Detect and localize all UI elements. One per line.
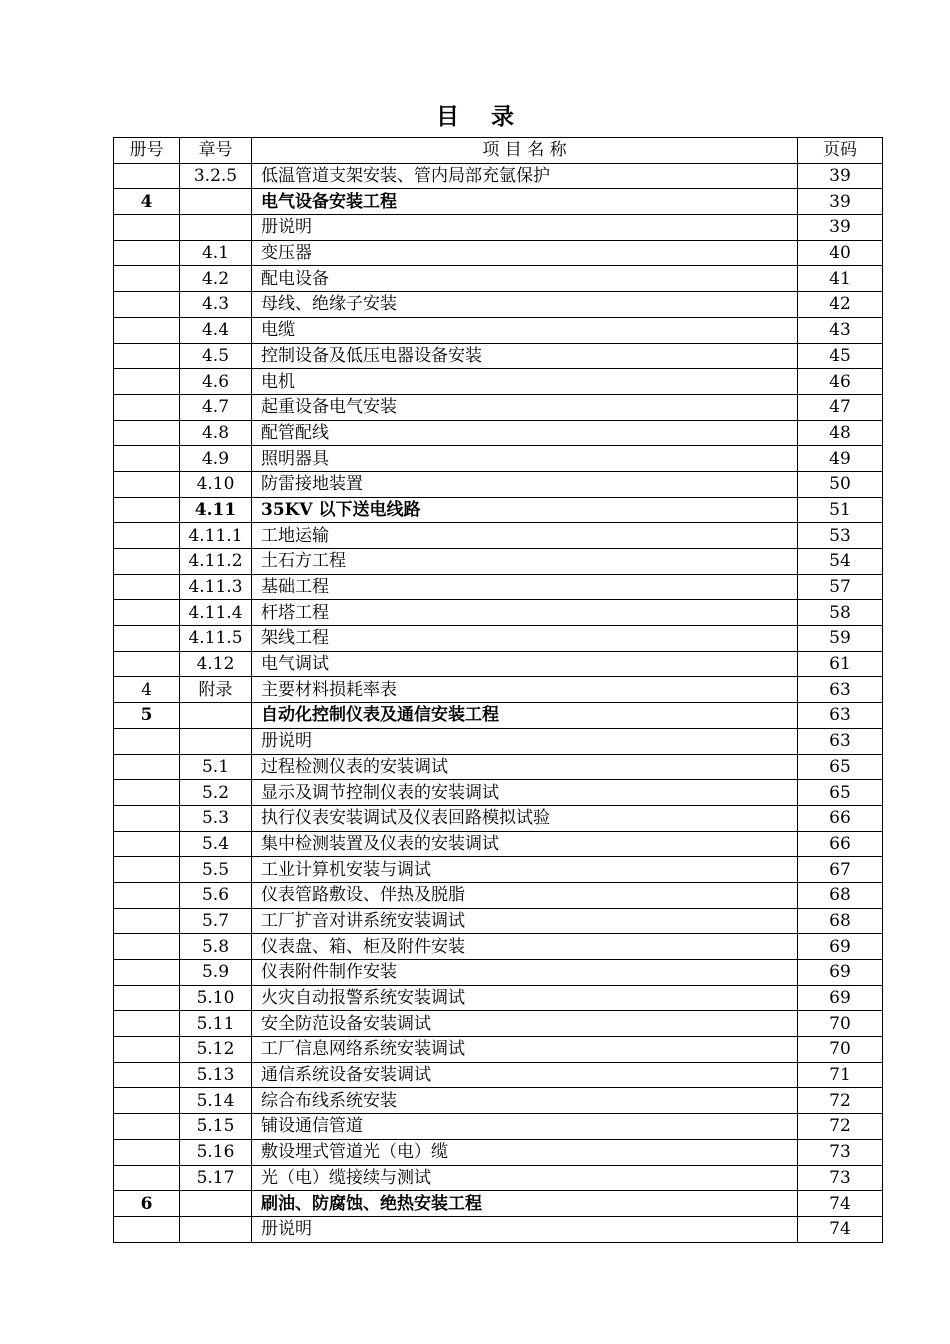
cell-page: 43	[798, 317, 883, 343]
cell-item-name: 综合布线系统安装	[252, 1088, 798, 1114]
table-row	[114, 317, 883, 343]
cell-item-name: 过程检测仪表的安装调试	[252, 754, 798, 780]
cell-page: 73	[798, 1139, 883, 1165]
table-row	[114, 728, 883, 754]
cell-volume	[114, 215, 180, 241]
cell-chapter: 4.2	[180, 266, 252, 292]
cell-volume: 5	[114, 703, 180, 729]
cell-page: 58	[798, 600, 883, 626]
cell-item-name: 控制设备及低压电器设备安装	[252, 343, 798, 369]
cell-volume	[114, 626, 180, 652]
page-title: 目 录	[435, 103, 515, 130]
cell-volume	[114, 651, 180, 677]
cell-chapter: 4.1	[180, 240, 252, 266]
cell-volume	[114, 266, 180, 292]
cell-page: 74	[798, 1216, 883, 1242]
cell-volume	[114, 1216, 180, 1242]
table-row	[114, 677, 883, 703]
cell-item-name: 仪表盘、箱、柜及附件安装	[252, 934, 798, 960]
cell-volume	[114, 163, 180, 189]
cell-volume	[114, 343, 180, 369]
cell-page: 39	[798, 163, 883, 189]
cell-page: 68	[798, 882, 883, 908]
table-row	[114, 703, 883, 729]
cell-volume	[114, 549, 180, 575]
cell-chapter: 附录	[180, 677, 252, 703]
cell-page: 65	[798, 754, 883, 780]
toc-table	[113, 137, 883, 1243]
cell-page: 51	[798, 497, 883, 523]
cell-page: 67	[798, 857, 883, 883]
cell-page: 40	[798, 240, 883, 266]
cell-item-name: 35KV 以下送电线路	[252, 497, 798, 523]
cell-volume	[114, 394, 180, 420]
table-row	[114, 626, 883, 652]
cell-volume	[114, 1165, 180, 1191]
cell-chapter: 4.8	[180, 420, 252, 446]
cell-volume	[114, 857, 180, 883]
cell-page: 54	[798, 549, 883, 575]
cell-volume	[114, 292, 180, 318]
cell-volume	[114, 1062, 180, 1088]
cell-volume	[114, 960, 180, 986]
cell-page: 66	[798, 805, 883, 831]
cell-chapter: 4.11.5	[180, 626, 252, 652]
cell-chapter: 5.17	[180, 1165, 252, 1191]
cell-chapter: 3.2.5	[180, 163, 252, 189]
cell-item-name: 刷油、防腐蚀、绝热安装工程	[252, 1191, 798, 1217]
cell-item-name: 低温管道支架安装、管内局部充氩保护	[252, 163, 798, 189]
cell-chapter: 5.4	[180, 831, 252, 857]
cell-item-name: 册说明	[252, 1216, 798, 1242]
cell-volume	[114, 780, 180, 806]
table-row	[114, 163, 883, 189]
table-row	[114, 240, 883, 266]
cell-page: 63	[798, 728, 883, 754]
cell-volume	[114, 369, 180, 395]
cell-item-name: 主要材料损耗率表	[252, 677, 798, 703]
cell-page: 68	[798, 908, 883, 934]
cell-volume	[114, 471, 180, 497]
cell-page: 53	[798, 523, 883, 549]
cell-item-name: 安全防范设备安装调试	[252, 1011, 798, 1037]
cell-chapter: 4.11.2	[180, 549, 252, 575]
cell-item-name: 工厂信息网络系统安装调试	[252, 1037, 798, 1063]
cell-page: 65	[798, 780, 883, 806]
cell-chapter: 5.3	[180, 805, 252, 831]
table-row	[114, 1139, 883, 1165]
cell-volume	[114, 1114, 180, 1140]
cell-chapter: 4.3	[180, 292, 252, 318]
table-row	[114, 1088, 883, 1114]
table-row	[114, 549, 883, 575]
cell-page: 69	[798, 985, 883, 1011]
cell-volume	[114, 728, 180, 754]
cell-page: 73	[798, 1165, 883, 1191]
table-row	[114, 523, 883, 549]
cell-chapter	[180, 1216, 252, 1242]
cell-volume	[114, 908, 180, 934]
cell-chapter: 5.7	[180, 908, 252, 934]
cell-chapter: 4.11	[180, 497, 252, 523]
cell-volume	[114, 240, 180, 266]
cell-item-name: 配管配线	[252, 420, 798, 446]
cell-item-name: 工厂扩音对讲系统安装调试	[252, 908, 798, 934]
toc-header-row	[114, 138, 883, 164]
cell-chapter: 5.9	[180, 960, 252, 986]
table-row	[114, 369, 883, 395]
cell-page: 71	[798, 1062, 883, 1088]
table-row	[114, 960, 883, 986]
cell-volume	[114, 420, 180, 446]
table-row	[114, 651, 883, 677]
cell-volume	[114, 574, 180, 600]
cell-item-name: 配电设备	[252, 266, 798, 292]
cell-item-name: 电机	[252, 369, 798, 395]
cell-page: 59	[798, 626, 883, 652]
cell-chapter: 4.10	[180, 471, 252, 497]
cell-chapter	[180, 189, 252, 215]
table-row	[114, 420, 883, 446]
table-row	[114, 1216, 883, 1242]
table-row	[114, 831, 883, 857]
cell-volume	[114, 317, 180, 343]
cell-item-name: 自动化控制仪表及通信安装工程	[252, 703, 798, 729]
cell-item-name: 架线工程	[252, 626, 798, 652]
table-row	[114, 1011, 883, 1037]
table-row	[114, 574, 883, 600]
cell-chapter: 4.11.3	[180, 574, 252, 600]
cell-page: 42	[798, 292, 883, 318]
table-row	[114, 780, 883, 806]
cell-volume	[114, 831, 180, 857]
table-row	[114, 908, 883, 934]
cell-chapter: 5.12	[180, 1037, 252, 1063]
cell-item-name: 铺设通信管道	[252, 1114, 798, 1140]
cell-item-name: 变压器	[252, 240, 798, 266]
cell-item-name: 敷设埋式管道光（电）缆	[252, 1139, 798, 1165]
cell-item-name: 防雷接地装置	[252, 471, 798, 497]
cell-page: 66	[798, 831, 883, 857]
cell-page: 72	[798, 1088, 883, 1114]
cell-page: 41	[798, 266, 883, 292]
cell-chapter: 5.8	[180, 934, 252, 960]
cell-chapter: 4.11.4	[180, 600, 252, 626]
cell-volume	[114, 1011, 180, 1037]
table-row	[114, 882, 883, 908]
table-row	[114, 985, 883, 1011]
cell-volume	[114, 934, 180, 960]
cell-chapter: 5.15	[180, 1114, 252, 1140]
cell-page: 74	[798, 1191, 883, 1217]
header-name: 项 目 名 称	[252, 138, 798, 164]
cell-item-name: 杆塔工程	[252, 600, 798, 626]
cell-chapter	[180, 728, 252, 754]
cell-volume	[114, 882, 180, 908]
table-row	[114, 215, 883, 241]
header-page: 页码	[798, 138, 883, 164]
cell-chapter: 4.7	[180, 394, 252, 420]
cell-page: 57	[798, 574, 883, 600]
cell-chapter: 5.13	[180, 1062, 252, 1088]
cell-item-name: 土石方工程	[252, 549, 798, 575]
cell-chapter: 4.9	[180, 446, 252, 472]
cell-item-name: 仪表管路敷设、伴热及脱脂	[252, 882, 798, 908]
cell-volume	[114, 1139, 180, 1165]
cell-item-name: 母线、绝缘子安装	[252, 292, 798, 318]
table-row	[114, 471, 883, 497]
table-row	[114, 446, 883, 472]
cell-volume	[114, 1037, 180, 1063]
cell-item-name: 电缆	[252, 317, 798, 343]
cell-page: 70	[798, 1037, 883, 1063]
cell-item-name: 册说明	[252, 728, 798, 754]
table-row	[114, 189, 883, 215]
table-row	[114, 343, 883, 369]
cell-item-name: 显示及调节控制仪表的安装调试	[252, 780, 798, 806]
cell-chapter: 5.11	[180, 1011, 252, 1037]
cell-item-name: 集中检测装置及仪表的安装调试	[252, 831, 798, 857]
cell-chapter: 5.5	[180, 857, 252, 883]
cell-volume	[114, 523, 180, 549]
table-row	[114, 1037, 883, 1063]
cell-volume	[114, 985, 180, 1011]
header-chapter: 章号	[180, 138, 252, 164]
cell-item-name: 起重设备电气安装	[252, 394, 798, 420]
cell-page: 72	[798, 1114, 883, 1140]
cell-item-name: 执行仪表安装调试及仪表回路模拟试验	[252, 805, 798, 831]
table-row	[114, 1062, 883, 1088]
cell-chapter	[180, 215, 252, 241]
cell-chapter: 5.6	[180, 882, 252, 908]
cell-chapter: 5.2	[180, 780, 252, 806]
cell-volume: 6	[114, 1191, 180, 1217]
cell-volume	[114, 805, 180, 831]
cell-chapter: 5.14	[180, 1088, 252, 1114]
cell-volume	[114, 754, 180, 780]
cell-page: 61	[798, 651, 883, 677]
table-row	[114, 934, 883, 960]
cell-volume: 4	[114, 677, 180, 703]
cell-item-name: 仪表附件制作安装	[252, 960, 798, 986]
cell-chapter: 4.12	[180, 651, 252, 677]
table-row	[114, 1114, 883, 1140]
cell-page: 50	[798, 471, 883, 497]
table-row	[114, 266, 883, 292]
cell-item-name: 册说明	[252, 215, 798, 241]
table-row	[114, 857, 883, 883]
cell-chapter: 4.6	[180, 369, 252, 395]
cell-item-name: 通信系统设备安装调试	[252, 1062, 798, 1088]
cell-page: 39	[798, 189, 883, 215]
cell-page: 69	[798, 934, 883, 960]
cell-item-name: 火灾自动报警系统安装调试	[252, 985, 798, 1011]
cell-item-name: 电气调试	[252, 651, 798, 677]
cell-page: 63	[798, 703, 883, 729]
cell-volume	[114, 446, 180, 472]
cell-item-name: 光（电）缆接续与测试	[252, 1165, 798, 1191]
cell-page: 39	[798, 215, 883, 241]
table-row	[114, 497, 883, 523]
cell-chapter: 5.1	[180, 754, 252, 780]
table-row	[114, 292, 883, 318]
cell-chapter: 4.5	[180, 343, 252, 369]
cell-volume	[114, 1088, 180, 1114]
cell-page: 45	[798, 343, 883, 369]
cell-item-name: 工业计算机安装与调试	[252, 857, 798, 883]
cell-volume	[114, 600, 180, 626]
table-row	[114, 394, 883, 420]
cell-item-name: 电气设备安装工程	[252, 189, 798, 215]
cell-page: 47	[798, 394, 883, 420]
cell-chapter	[180, 1191, 252, 1217]
toc-body	[114, 163, 883, 1242]
cell-volume: 4	[114, 189, 180, 215]
cell-volume	[114, 497, 180, 523]
cell-chapter: 4.11.1	[180, 523, 252, 549]
cell-page: 63	[798, 677, 883, 703]
cell-page: 49	[798, 446, 883, 472]
cell-chapter	[180, 703, 252, 729]
cell-chapter: 4.4	[180, 317, 252, 343]
table-row	[114, 805, 883, 831]
table-row	[114, 1191, 883, 1217]
header-volume: 册号	[114, 138, 180, 164]
cell-item-name: 基础工程	[252, 574, 798, 600]
cell-item-name: 工地运输	[252, 523, 798, 549]
cell-page: 70	[798, 1011, 883, 1037]
cell-chapter: 5.10	[180, 985, 252, 1011]
cell-page: 69	[798, 960, 883, 986]
table-row	[114, 600, 883, 626]
cell-page: 48	[798, 420, 883, 446]
cell-chapter: 5.16	[180, 1139, 252, 1165]
table-row	[114, 1165, 883, 1191]
cell-page: 46	[798, 369, 883, 395]
cell-item-name: 照明器具	[252, 446, 798, 472]
table-row	[114, 754, 883, 780]
